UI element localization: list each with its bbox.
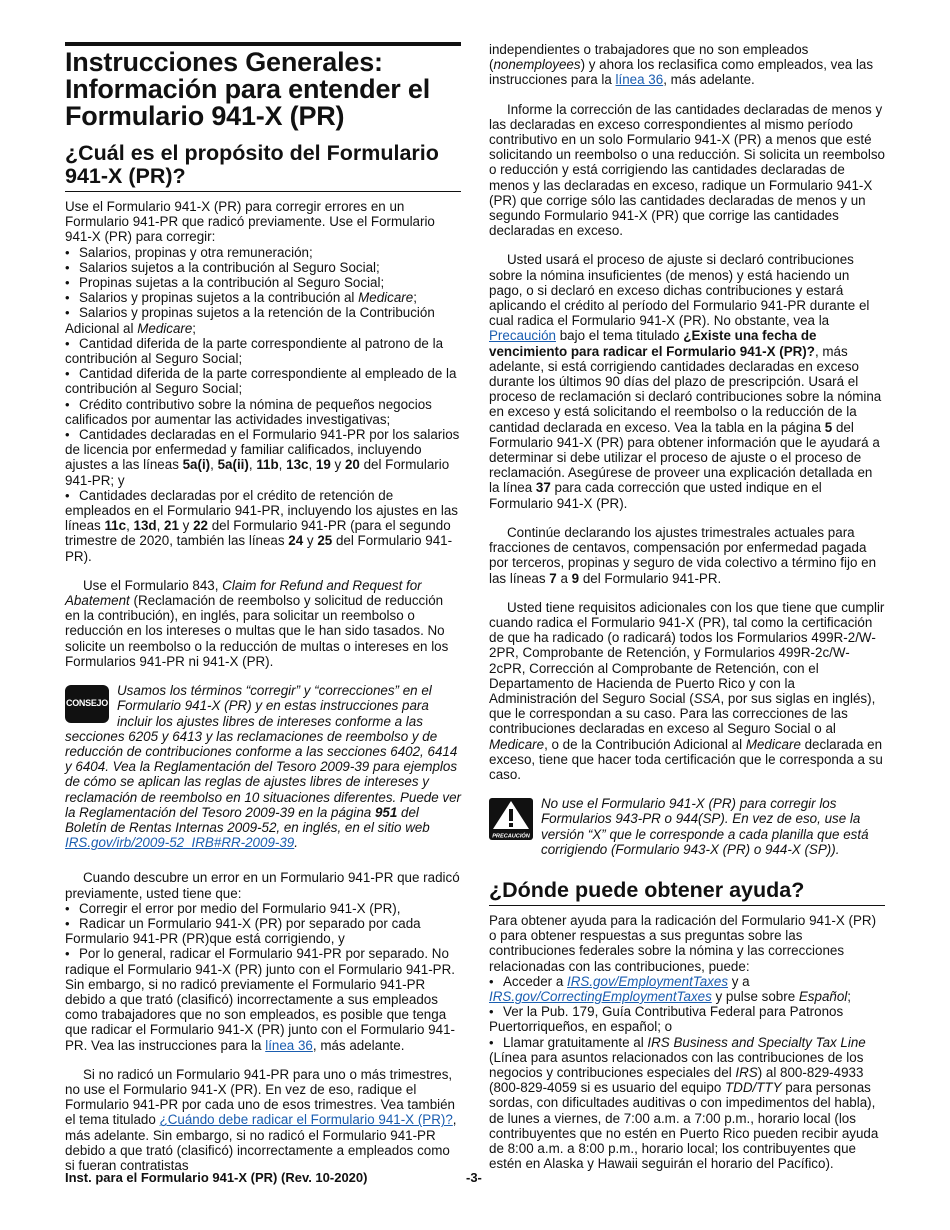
list-item: • Corregir el error por medio del Formulario 941-X (PR), [65, 900, 401, 916]
warning-triangle-icon [489, 798, 533, 840]
continuation-paragraph: independientes o trabajadores que no son empleados (nonemployees) y ahora los reclasifica como empleados, vea las instrucciones para la línea 36, más adelante. [489, 42, 874, 88]
caution-link[interactable]: Precaución [489, 328, 556, 344]
correction-list [65, 245, 461, 564]
adjustment-paragraph: Usted usará el proceso de ajuste si declaró contribuciones sobre la nómina insuficientes (de menos) y está haciendo un pago, o si declaró en exceso dichas contribuciones y estará aplicando el crédito al período del Formulario 941-PR durante el cual radica el Formulario 941-X (PR). No obstante, vea la Precaución bajo el tema titulado ¿Existe una fecha de vencimiento para radicar el Formulario 941-X (PR)?, más adelante, si está corrigiendo cantidades declaradas en exceso durante los últimos 90 días del plazo de prescripción. Usará el proceso de reclamación si declaró contribuciones sobre la nómina en exceso y está solicitando el reembolso o la reducción de la cantidad declarada en exceso. Vea la tabla en la página 5 del Formulario 941-X (PR) para obtener información que le ayudará a determinar si debe utilizar el proceso de ajuste o el proceso de reclamación. Asegúrese de proveer una explicación detallada en la línea 37 para cada corrección que usted indique en el Formulario 941-X (PR). [489, 252, 882, 511]
requirements-paragraph: Usted tiene requisitos adicionales con los que tiene que cumplir cuando radica el Formulario 941-X (PR), tal como la certificación de que ha radicado (o radicará) todos los Formularios 499R-2/W-2PR, Comprobante de Retención, y Formularios 499R-2c/W-2cPR, Corrección al Comprobante de Retención, con el Departamento de Hacienda de Puerto Rico y con la Administración del Seguro Social (SSA, por sus siglas en inglés), que le correspondan a su caso. Para las correcciones de las contribuciones declaradas en exceso al Seguro Social o al Medicare, o de la Contribución Adicional al Medicare declarada en exceso, tiene que hacer toda certificación que le corresponda a su caso. [489, 599, 885, 782]
list-item: • Crédito contributivo sobre la nómina de pequeños negocios calificados por aumentar las actividades investigativas; [65, 396, 432, 427]
not-filed-paragraph: Si no radicó un Formulario 941-PR para uno o más trimestres, no use el Formulario 941-X (PR). En vez de eso, radique el Formulario 941-PR por cada uno de esos trimestres. Vea también el tema titulado ¿Cuándo debe radicar el Formulario 941-X (PR)?, más adelante. Sin embargo, si no radicó el Formulario 941-PR debido a que trató (clasificó) incorrectamente a empleados como si fueran contratistas [65, 1066, 457, 1173]
caution-icon [489, 798, 533, 843]
list-item: • Ver la Pub. 179, Guía Contributiva Federal para Patronos Puertorriqueños, en español; o [489, 1004, 844, 1035]
list-item: • Acceder a IRS.gov/EmploymentTaxes y a IRS.gov/CorrectingEmploymentTaxes y pulse sobre Español; [489, 973, 852, 1004]
list-item: • Cantidades declaradas por el crédito de retención de empleados en el Formulario 941-PR, incluyendo los ajustes en las líneas 11c, 13d, 21 y 22 del Formulario 941-PR (para el segundo trimestre de 2020, también las líneas 24 y 25 del Formulario 941-PR). [65, 487, 459, 564]
line-36-link[interactable]: línea 36 [615, 72, 664, 88]
error-intro: Cuando descubre un error en un Formulario 941-PR que radicó previamente, usted tiene que: [65, 870, 460, 901]
list-item: • Cantidad diferida de la parte correspondiente al empleado de la contribución al Seguro Social; [65, 366, 457, 397]
line-36-link[interactable]: línea 36 [265, 1037, 313, 1053]
when-to-file-link[interactable]: ¿Cuándo debe radicar el Formulario 941-X (PR)? [159, 1112, 453, 1128]
employment-taxes-link[interactable]: IRS.gov/EmploymentTaxes [567, 973, 729, 989]
list-item: • Salarios y propinas sujetos a la contribución al Medicare; [65, 290, 417, 306]
list-item: • Salarios y propinas sujetos a la retención de la Contribución Adicional al Medicare; [65, 305, 435, 336]
consejo-icon: CONSEJO [65, 685, 109, 723]
report-paragraph: Informe la corrección de las cantidades declaradas de menos y las declaradas en exceso correspondientes al mismo período contributivo en un solo Formulario 941-X (PR) a menos que esté solicitando un reembolso o una reducción. Si solicita un reembolso o reducción y está corrigiendo las cantidades declaradas de menos y las declaradas en exceso, radique un Formulario 941-X (PR) que corrige sólo las cantidades declaradas de menos y un segundo Formulario 941-X (PR) que corrige las cantidades declaradas en exceso. [489, 101, 885, 239]
caution-note: PRECAUCIÓN No use el Formulario 941-X (PR) para corregir los Formularios 943-PR o 944(SP). En vez de eso, use la versión “X” que le corresponde a cada planilla que está corrigiendo (Formulario 943-X (PR) o 944-X (SP)). [489, 796, 885, 857]
irb-link[interactable]: IRS.gov/irb/2009-52_IRB#RR-2009-39 [65, 835, 295, 851]
purpose-heading: ¿Cuál es el propósito del Formulario 941-X (PR)? [65, 142, 461, 192]
list-item: • Salarios, propinas y otra remuneración; [65, 244, 313, 260]
help-heading: ¿Dónde puede obtener ayuda? [489, 879, 885, 906]
left-column [65, 42, 461, 1173]
list-item: • Salarios sujetos a la contribución al Seguro Social; [65, 259, 380, 275]
list-item: • Llamar gratuitamente al IRS Business and Specialty Tax Line (Línea para asuntos relacionados con las contribuciones de los negocios y contribuciones especiales del IRS) al 800-829-4933 (800-829-4059 si es usuario del equipo TDD/TTY para personas sordas, con dificultades auditivas o con impedimentos del habla), de lunes a viernes, de 7:00 a.m. a 7:00 p.m., horario local (los contribuyentes que no estén en Puerto Rico pueden recibir ayuda de 8:00 a.m. a 8:00 p.m., horario local; los contribuyentes que estén en Alaska y Hawaii seguirán el horario del Pacífico). [489, 1034, 879, 1172]
tip-note: CONSEJO Usamos los términos “corregir” y “correcciones” en el Formulario 941-X (PR) y en estas instrucciones para incluir los ajustes libres de intereses conforme a las secciones 6205 y 6413 y las reclamaciones de reembolso y de reducción de contribuciones conforme a las secciones 6402, 6414 y 6404. Vea la Reglamentación del Tesoro 2009-39 para ejemplos de cómo se aplican las reglas de ajustes libres de intereses y reclamación de reembolso en 10 situaciones diferentes. Puede ver la Reglamentación del Tesoro 2009-39 en la página 951 del Boletín de Rentas Internas 2009-52, en inglés, en el sitio web IRS.gov/irb/2009-52_IRB#RR-2009-39. [65, 683, 461, 851]
list-item: • Cantidad diferida de la parte correspondiente al patrono de la contribución al Seguro Social; [65, 335, 444, 367]
form-843-paragraph: Use el Formulario 843, Claim for Refund and Request for Abatement (Reclamación de reembolso y solicitud de reducción en la contribución), en inglés, para solicitar un reembolso o reducción en los intereses o multas que le han sido tasados. No solicite un reembolso o la reducción de multas o intereses en los Formularios 941-PR ni 941-X (PR). [65, 577, 449, 669]
page-number: -3- [466, 1170, 482, 1185]
top-rule [65, 42, 461, 46]
error-steps-list [65, 901, 461, 1053]
quarterly-paragraph: Continúe declarando los ajustes trimestrales actuales para fracciones de centavos, compensación por enfermedad pagada por terceros, propinas y seguro de vida colectivo a término fijo en las líneas 7 a 9 del Formulario 941-PR. [489, 524, 877, 586]
list-item: • Radicar un Formulario 941-X (PR) por separado por cada Formulario 941-PR (PR)que está corrigiendo, y [65, 915, 421, 947]
right-column [489, 42, 885, 1171]
footer-title: Inst. para el Formulario 941-X (PR) (Rev. 10-2020) [65, 1170, 368, 1185]
help-intro: Para obtener ayuda para la radicación del Formulario 941-X (PR) o para obtener respuestas a sus preguntas sobre las contribuciones federales sobre la nómina y las correcciones relacionadas con las contribuciones, puede: [489, 912, 877, 974]
purpose-intro: Use el Formulario 941-X (PR) para corregir errores en un Formulario 941-PR que radicó previamente. Use el Formulario 941-X (PR) para corregir: [65, 199, 435, 245]
list-item: • Cantidades declaradas en el Formulario 941-PR por los salarios de licencia por enfermedad y familiar calificados, incluyendo ajustes a las líneas 5a(i), 5a(ii), 11b, 13c, 19 y 20 del Formulario 941-PR; y [65, 427, 460, 488]
section-title: Instrucciones Generales: Información para entender el Formulario 941-X (PR) [65, 47, 430, 131]
caution-label: PRECAUCIÓN [492, 833, 530, 840]
correcting-employment-taxes-link[interactable]: IRS.gov/CorrectingEmploymentTaxes [489, 988, 712, 1004]
help-list [489, 974, 885, 1172]
list-item: • Propinas sujetas a la contribución al Seguro Social; [65, 275, 385, 291]
list-item: • Por lo general, radicar el Formulario 941-PR por separado. No radique el Formulario 941-X (PR) junto con el Formulario 941-PR. Sin embargo, si no radicó previamente el Formulario 941-PR debido a que trató (clasificó) incorrectamente a sus empleados como trabajadores que no son empleados, es posible que tenga que radicar el Formulario 941-X (PR) junto con el Formulario 941-PR. Vea las instrucciones para la línea 36, más adelante. [65, 946, 455, 1053]
